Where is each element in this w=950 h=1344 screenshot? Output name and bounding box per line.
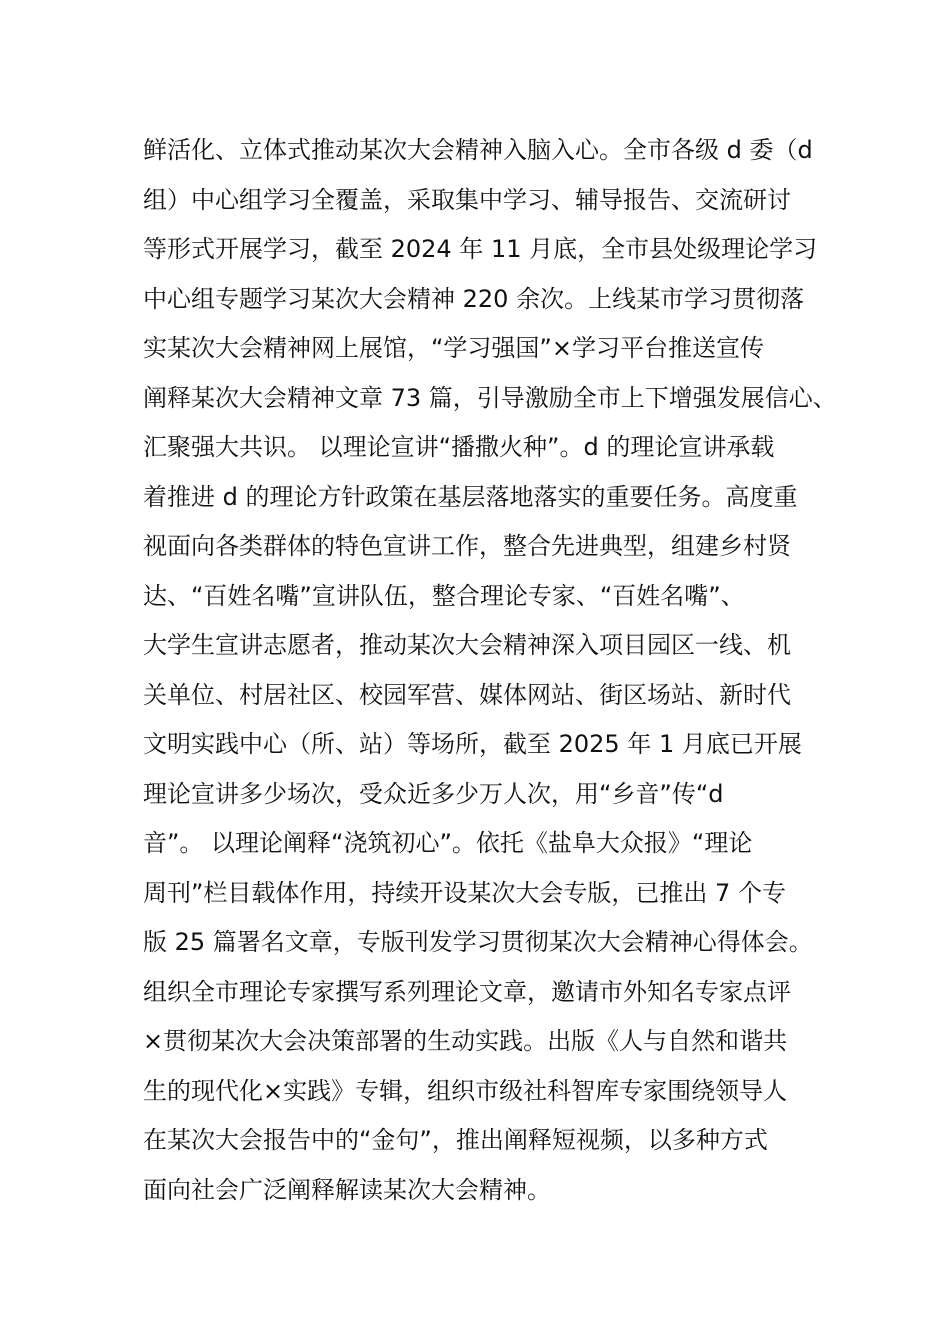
text-line: 组）中心组学习全覆盖，采取集中学习、辅导报告、交流研讨	[143, 185, 791, 214]
text-line: 汇聚强大共识。 以理论宣讲“播撒火种”。d 的理论宣讲承载	[143, 433, 775, 461]
text-line: ×贯彻某次大会决策部署的生动实践。出版《人与自然和谐共	[143, 1027, 788, 1055]
text-line: 中心组专题学习某次大会精神 220 余次。上线某市学习贯彻落	[143, 284, 805, 313]
text-line: 理论宣讲多少场次，受众近多少万人次，用“乡音”传“d	[143, 779, 724, 808]
text-line: 实某次大会精神网上展馆，“学习强国”×学习平台推送宣传	[143, 334, 764, 362]
text-line: 组织全市理论专家撰写系列理论文章，邀请市外知名专家点评	[143, 977, 791, 1006]
text-line: 达、“百姓名嘴”宣讲队伍，整合理论专家、“百姓名嘴”、	[143, 581, 745, 610]
body-paragraph	[143, 126, 837, 1215]
text-line: 视面向各类群体的特色宣讲工作，整合先进典型，组建乡村贤	[143, 532, 791, 560]
text-line: 鲜活化、立体式推动某次大会精神入脑入心。全市各级 d 委（d	[143, 136, 813, 164]
text-line: 文明实践中心（所、站）等场所，截至 2025 年 1 月底已开展	[143, 730, 802, 758]
text-line: 面向社会广泛阐释解读某次大会精神。	[143, 1175, 551, 1204]
text-line: 大学生宣讲志愿者，推动某次大会精神深入项目园区一线、机	[143, 631, 791, 659]
text-line: 周刊”栏目载体作用，持续开设某次大会专版，已推出 7 个专	[143, 878, 786, 907]
text-line: 阐释某次大会精神文章 73 篇，引导激励全市上下增强发展信心、	[143, 383, 837, 412]
text-line: 生的现代化×实践》专辑，组织市级社科智库专家围绕领导人	[143, 1076, 788, 1105]
text-line: 在某次大会报告中的“金句”，推出阐释短视频，以多种方式	[143, 1126, 768, 1154]
text-line: 着推进 d 的理论方针政策在基层落地落实的重要任务。高度重	[143, 482, 798, 511]
text-line: 版 25 篇署名文章，专版刊发学习贯彻某次大会精神心得体会。	[143, 928, 813, 956]
text-line: 等形式开展学习，截至 2024 年 11 月底，全市县处级理论学习	[143, 235, 818, 263]
text-line: 关单位、村居社区、校园军营、媒体网站、街区场站、新时代	[143, 680, 791, 709]
text-line: 音”。 以理论阐释“浇筑初心”。依托《盐阜大众报》“理论	[143, 829, 753, 857]
